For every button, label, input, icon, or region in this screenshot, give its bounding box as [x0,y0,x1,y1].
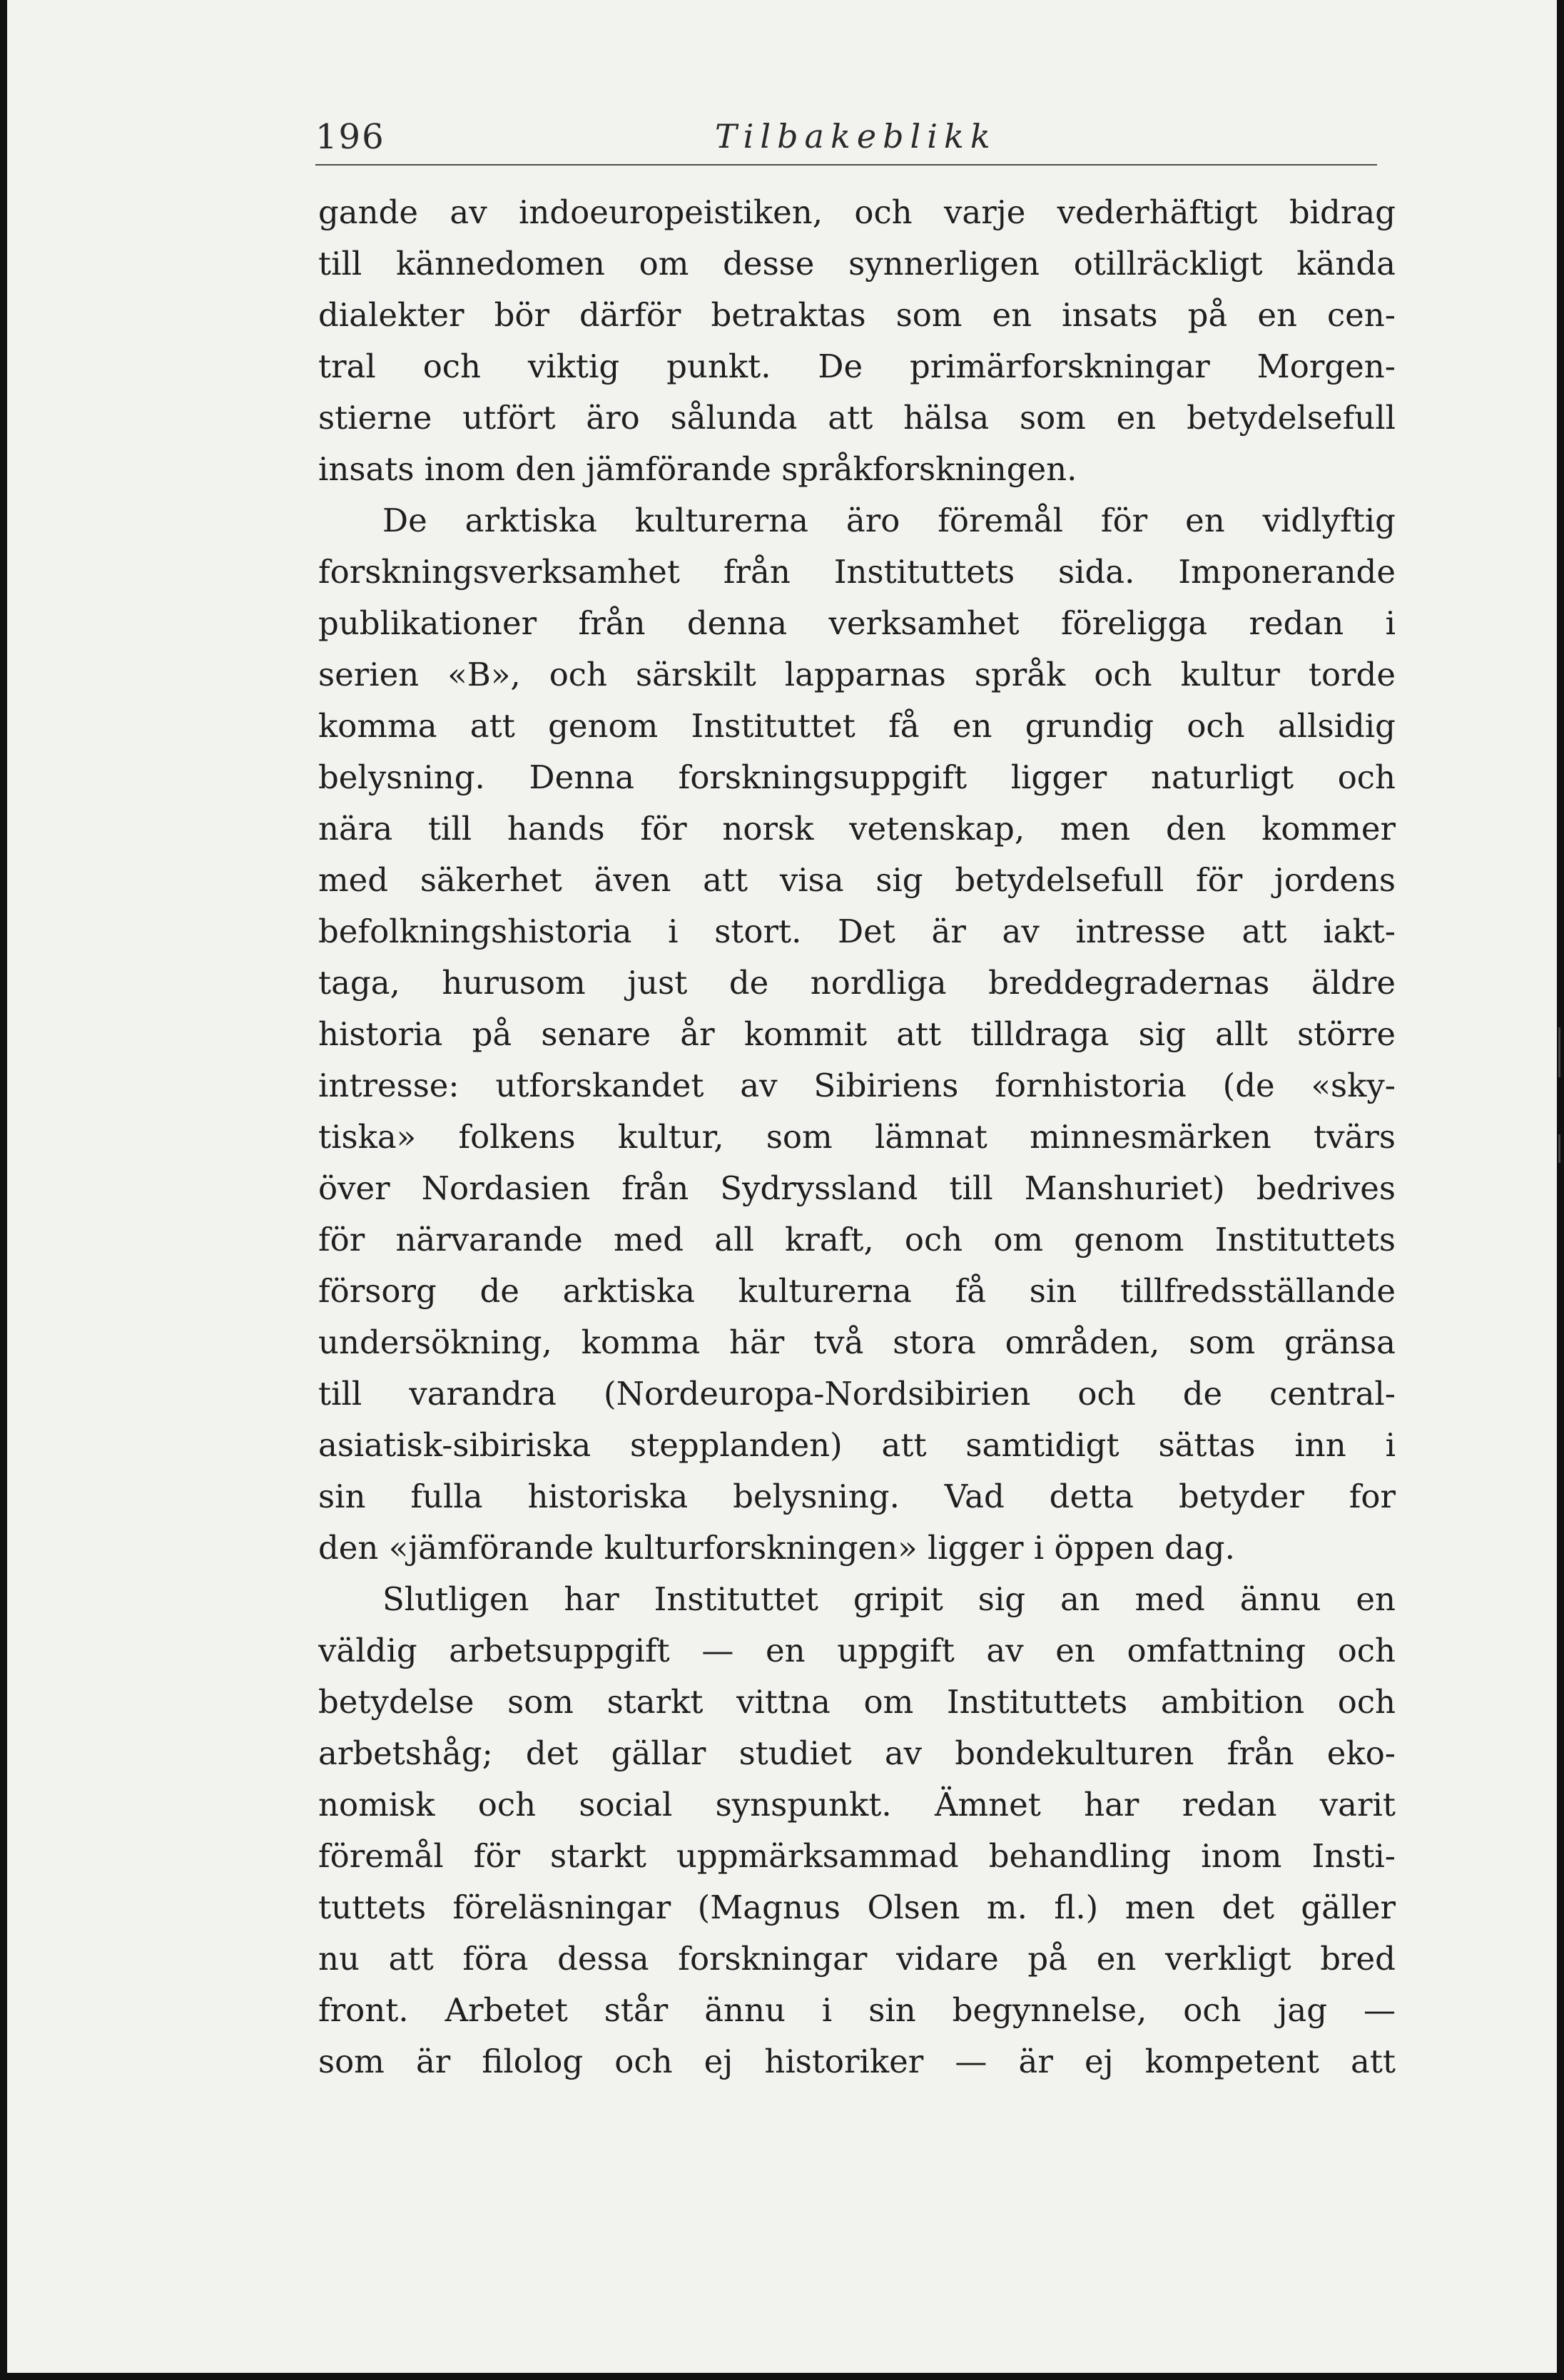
text-line: front. Arbetet står ännu i sin begynnelse, och jag — [318,1991,1396,2029]
running-title: Tilbakeblikk [715,117,997,156]
text-line: De arktiska kulturerna äro föremål för en vidlyftig [382,502,1396,539]
text-line: publikationer från denna verksamhet föreligga redan i [318,604,1396,642]
text-line: arbetshåg; det gällar studiet av bondekulturen från eko- [318,1734,1396,1772]
text-line: dialekter bör därför betraktas som en insats på en cen- [318,296,1396,334]
text-line: Slutligen har Instituttet gripit sig an med ännu en [382,1580,1396,1618]
text-line: undersökning, komma här två stora områden, som gränsa [318,1323,1396,1361]
text-line: tral och viktig punkt. De primärforskningar Morgen- [318,347,1396,385]
text-line: taga, hurusom just de nordliga breddegradernas äldre [318,964,1396,1002]
text-line: nu att föra dessa forskningar vidare på en verkligt bred [318,1940,1396,1978]
text-line: föremål för starkt uppmärksammad behandling inom Insti- [318,1837,1396,1875]
text-line: komma att genom Instituttet få en grundig och allsidig [318,707,1396,745]
book-page [7,0,1557,2373]
page-number: 196 [315,117,385,157]
text-line: till kännedomen om desse synnerligen otillräckligt kända [318,245,1396,283]
text-line: sin fulla historiska belysning. Vad detta betyder for [318,1478,1396,1515]
text-line: belysning. Denna forskningsuppgift ligger naturligt och [318,758,1396,796]
page-edge-mark [1558,1027,1560,1077]
text-line: historia på senare år kommit att tilldraga sig allt större [318,1015,1396,1053]
text-line: tuttets föreläsningar (Magnus Olsen m. fl.) men det gäller [318,1888,1396,1926]
text-line: den «jämförande kulturforskningen» ligger i öppen dag. [318,1529,1235,1567]
body-text [318,187,1396,2087]
text-line: som är filolog och ej historiker — är ej kompetent att [318,2043,1396,2080]
text-line: betydelse som starkt vittna om Instituttets ambition och [318,1683,1396,1721]
text-line: över Nordasien från Sydryssland till Manshuriet) bedrives [318,1169,1396,1207]
text-line: för närvarande med all kraft, och om genom Instituttets [318,1221,1396,1258]
text-line: serien «B», och särskilt lapparnas språk och kultur torde [318,656,1396,693]
page-edge-mark [1558,1134,1560,1163]
text-line: asiatisk-sibiriska stepplanden) att samtidigt sättas inn i [318,1426,1396,1464]
text-line: forskningsverksamhet från Instituttets sida. Imponerande [318,553,1396,591]
text-line: befolkningshistoria i stort. Det är av intresse att iakt- [318,912,1396,950]
text-line: tiska» folkens kultur, som lämnat minnesmärken tvärs [318,1118,1396,1156]
text-line: insats inom den jämförande språkforskningen. [318,450,1077,488]
page-header [315,107,1377,166]
text-line: intresse: utforskandet av Sibiriens fornhistoria (de «sky- [318,1067,1396,1104]
text-line: nära till hands för norsk vetenskap, men den kommer [318,810,1396,848]
text-line: med säkerhet även att visa sig betydelsefull för jordens [318,861,1396,899]
text-line: nomisk och social synspunkt. Ämnet har redan varit [318,1786,1396,1824]
text-line: försorg de arktiska kulturerna få sin tillfredsställande [318,1272,1396,1310]
text-line: till varandra (Nordeuropa-Nordsibirien och de central- [318,1375,1396,1413]
text-line: gande av indoeuropeistiken, och varje vederhäftigt bidrag [318,193,1396,231]
text-line: stierne utfört äro sålunda att hälsa som en betydelsefull [318,399,1396,437]
text-line: väldig arbetsuppgift — en uppgift av en omfattning och [318,1632,1396,1669]
